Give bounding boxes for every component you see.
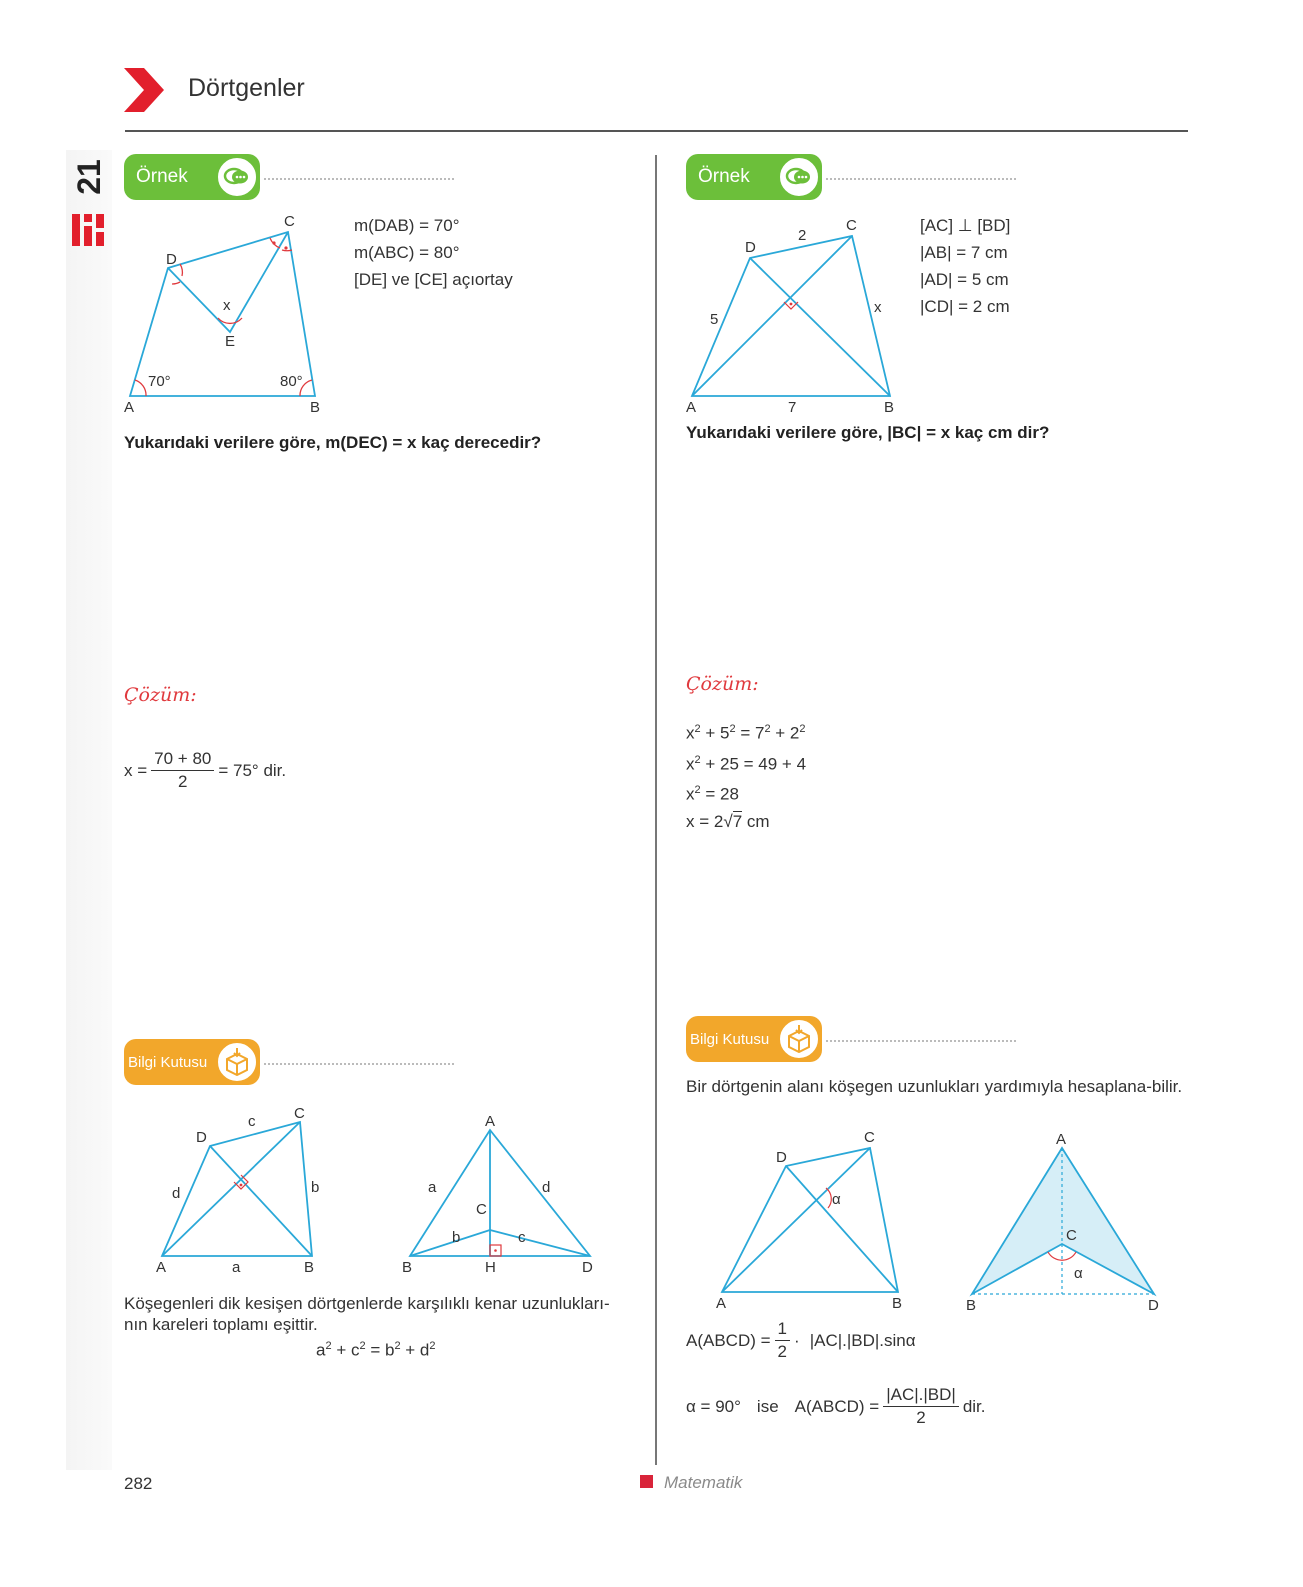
label-D: D: [166, 251, 177, 268]
solution-title-left: Çözüm:: [124, 684, 197, 706]
solution-line: x = 2√7 cm: [686, 811, 770, 831]
label-b: b: [311, 1179, 320, 1196]
formula-part: a: [316, 1340, 326, 1360]
chapter-arrow-icon: [124, 68, 166, 112]
box-icon: [776, 1016, 822, 1062]
badge-dotted-line: [264, 1063, 454, 1065]
fraction-numerator: 70 + 80: [151, 748, 214, 771]
page-number: 282: [124, 1474, 153, 1493]
formula-part: + c: [331, 1340, 360, 1360]
example-badge-label: Örnek: [698, 166, 750, 187]
info-figure-triangle-altitude: [398, 1108, 608, 1278]
info-figure-concave-quad: [962, 1128, 1172, 1318]
side-number: 21: [71, 159, 107, 195]
solution-line: $x^2 + 5^2 = 7^2 + 2^2$: [686, 723, 806, 743]
label-7: 7: [788, 399, 797, 416]
label-c: c: [248, 1113, 256, 1130]
figure-quadrilateral-bisectors: [120, 210, 330, 425]
solution-lhs: x =: [124, 761, 148, 780]
solution-left: [124, 748, 286, 793]
given-item: |CD| = 2 cm: [920, 297, 1010, 316]
label-H: H: [485, 1259, 496, 1276]
page-title: Dörtgenler: [188, 74, 305, 102]
side-logo-icon: [72, 210, 106, 250]
label-c: c: [518, 1229, 526, 1246]
label-C: C: [294, 1105, 305, 1122]
label-x: x: [223, 297, 231, 314]
info-badge-label: Bilgi Kutusu: [128, 1053, 208, 1071]
label-D: D: [582, 1259, 593, 1276]
badge-dotted-line: [826, 1040, 1016, 1042]
solution-right: [686, 716, 806, 835]
side-strip: [66, 150, 112, 1470]
info-badge-label: Bilgi Kutusu: [690, 1030, 770, 1048]
solution-rhs: = 75° dir.: [218, 761, 287, 780]
formula-ise: ise: [756, 1396, 779, 1416]
given-item: |AB| = 7 cm: [920, 243, 1008, 262]
exponent: 2: [394, 1340, 401, 1352]
footer-subject: Matematik: [664, 1473, 743, 1492]
info-badge-left: [124, 1039, 260, 1085]
column-divider: [655, 155, 657, 1465]
example-badge-left: [124, 154, 260, 200]
label-C: C: [476, 1201, 487, 1218]
exponent: 2: [325, 1340, 332, 1352]
label-a: a: [428, 1179, 437, 1196]
label-B: B: [310, 399, 321, 416]
badge-dotted-line: [264, 178, 454, 180]
info-text-left: Köşegenleri dik kesişen dörtgenlerde karşılıklı kenar uzunlukları-nın kareleri toplamı eşittir.: [124, 1294, 610, 1334]
given-item: [DE] ve [CE] açıortay: [354, 270, 513, 289]
label-E: E: [225, 333, 236, 350]
label-A: A: [124, 399, 135, 416]
example-badge-right: [686, 154, 822, 200]
label-d: d: [172, 1185, 181, 1202]
label-b: b: [452, 1229, 461, 1246]
given-item: |AD| = 5 cm: [920, 270, 1009, 289]
label-80: 80°: [280, 373, 303, 390]
label-B: B: [304, 1259, 315, 1276]
label-A: A: [686, 399, 697, 416]
label-D: D: [745, 239, 756, 256]
label-D: D: [196, 1129, 207, 1146]
info-figure-quad-alpha: [712, 1124, 912, 1314]
label-C: C: [846, 217, 857, 234]
badge-dotted-line: [826, 178, 1016, 180]
label-A: A: [485, 1113, 496, 1130]
area-formula: A(ABCD) = $\frac{1}{2}$ · |AC|.|BD|.sinα: [686, 1319, 916, 1361]
label-2: 2: [798, 227, 807, 244]
footer-square-icon: [640, 1475, 653, 1488]
figure-perpendicular-diagonals: [682, 212, 902, 417]
fraction-denominator: 2: [178, 772, 188, 791]
header-rule: [125, 130, 1188, 132]
fraction-numerator: |AC|.|BD|: [883, 1384, 959, 1407]
solution-title-right: Çözüm:: [686, 673, 759, 695]
label-C: C: [1066, 1227, 1077, 1244]
label-C: C: [864, 1129, 875, 1146]
given-item: m(DAB) = 70°: [354, 216, 460, 235]
label-D: D: [776, 1149, 787, 1166]
given-item: [AC] ⊥ [BD]: [920, 216, 1011, 235]
fraction-denominator: 2: [777, 1342, 788, 1361]
label-A: A: [716, 1295, 727, 1312]
exponent: 2: [359, 1340, 366, 1352]
label-5: 5: [710, 311, 719, 328]
label-D: D: [1148, 1297, 1159, 1314]
solution-line: $x^2 = 28$: [686, 784, 739, 804]
label-d: d: [542, 1179, 551, 1196]
label-70: 70°: [148, 373, 171, 390]
question-left: Yukarıdaki verilere göre, m(DEC) = x kaç derecedir?: [124, 433, 542, 452]
question-right: Yukarıdaki verilere göre, |BC| = x kaç cm dir?: [686, 423, 1050, 442]
label-B: B: [892, 1295, 903, 1312]
given-list-left: [354, 212, 513, 293]
label-A: A: [1056, 1131, 1067, 1148]
label-A: A: [156, 1259, 167, 1276]
formula-rhs: |AC|.|BD|.sinα: [809, 1330, 916, 1350]
label-C: C: [284, 213, 295, 230]
info-text-right: Bir dörtgenin alanı köşegen uzunlukları yardımıyla hesaplana-bilir.: [686, 1077, 1183, 1096]
example-badge-label: Örnek: [136, 166, 188, 187]
label-B: B: [884, 399, 895, 416]
label-alpha: α: [1074, 1265, 1083, 1282]
given-item: m(ABC) = 80°: [354, 243, 460, 262]
speech-bubbles-icon: [214, 154, 260, 200]
label-a: a: [232, 1259, 241, 1276]
fraction-numerator: 1: [775, 1318, 790, 1341]
speech-bubbles-icon: [776, 154, 822, 200]
info-figure-perpendicular-quad: [150, 1098, 340, 1278]
label-x: x: [874, 299, 882, 316]
sqrt-icon: √: [723, 811, 733, 831]
formula-condition: α = 90°: [686, 1396, 741, 1416]
fraction-denominator: 2: [916, 1408, 926, 1427]
box-icon: [214, 1039, 260, 1085]
label-B: B: [402, 1259, 413, 1276]
formula-part: + d: [400, 1340, 430, 1360]
area-formula-right-angle: [686, 1384, 986, 1429]
info-formula-left: [316, 1340, 436, 1361]
info-badge-right: [686, 1016, 822, 1062]
solution-line: $x^2 + 25 = 49 + 4$: [686, 753, 807, 774]
given-list-right: [920, 212, 1010, 320]
formula-lhs: A(ABCD) =: [686, 1330, 771, 1350]
label-alpha: α: [832, 1191, 841, 1208]
formula-lhs: A(ABCD) =: [794, 1396, 880, 1416]
label-B: B: [966, 1297, 977, 1314]
exponent: 2: [429, 1340, 436, 1352]
formula-part: = b: [365, 1340, 395, 1360]
formula-rhs: dir.: [962, 1396, 986, 1416]
